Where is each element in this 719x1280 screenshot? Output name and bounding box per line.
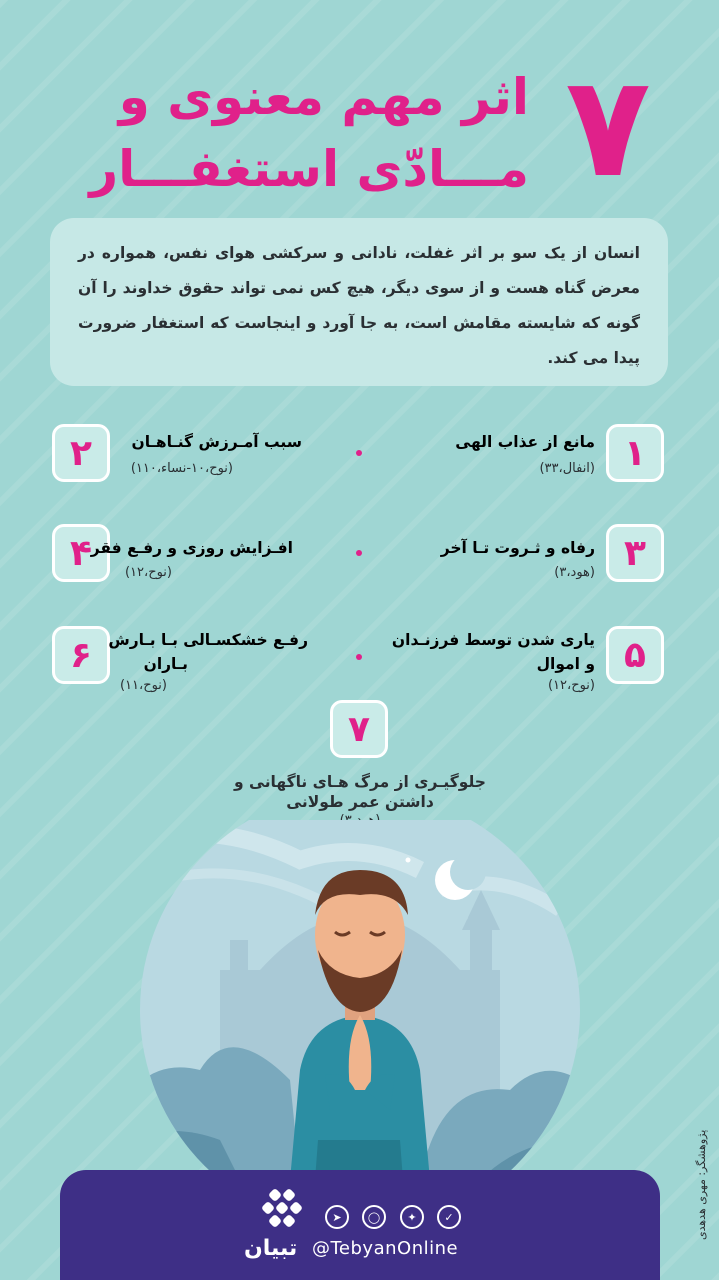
item-5-label-line-2: و اموال (536, 655, 595, 673)
item-3-badge: ۳ (606, 524, 664, 582)
item-7-badge: ۷ (330, 700, 388, 758)
item-5-badge: ۵ (606, 626, 664, 684)
item-2-label: سبب آمـرزش گنـاهـان (131, 433, 302, 451)
tebyan-logo-icon (260, 1188, 304, 1232)
item-3-ref: (هود،۳) (554, 565, 595, 580)
title-line-2: مـــادّی استغفـــار (89, 140, 529, 198)
telegram-icon[interactable]: ➤ (325, 1205, 349, 1229)
footer-bar (60, 1170, 660, 1280)
social-handle[interactable]: @TebyanOnline (312, 1238, 459, 1259)
item-5-label-line-1: یاری شدن توسط فرزنـدان (391, 631, 595, 649)
item-6-label-line-2: بـاران (143, 655, 188, 673)
item-1-badge: ۱ (606, 424, 664, 482)
item-1-label: مانع از عذاب الهی (455, 433, 595, 451)
brand-name: تبیان (244, 1236, 298, 1261)
separator-dot (356, 654, 362, 660)
twitter-icon[interactable]: ✦ (400, 1205, 424, 1229)
item-4-badge: ۴ (52, 524, 110, 582)
item-3-label: رفاه و ثـروت تـا آخر (440, 539, 595, 557)
item-7-label-line-2: داشتن عمر طولانی (286, 793, 434, 811)
item-6-ref: (نوح،۱۱) (119, 678, 167, 693)
item-4-ref: (نوح،۱۲) (124, 565, 172, 580)
separator-dot (356, 550, 362, 556)
item-2-badge: ۲ (52, 424, 110, 482)
intro-text: انسان از یک سو بر اثر غفلت، نادانی و سرکشی هوای نفس، همواره در معرض گناه هست و از سوی دیگر، هیچ کس نمی تواند حقوق خداوند را آن گونه که شایسته مقامش است، به جا آورد و اینجاست که استغفار ضرورت پیدا می کند. (78, 244, 640, 367)
item-7-label-line-1: جلوگیـری از مرگ هـای ناگهانی و (234, 773, 486, 791)
item-2-ref: (نوح،۱۰-نساء،۱۱۰) (130, 461, 233, 476)
praying-man-illustration (0, 820, 719, 1180)
item-5-ref: (نوح،۱۲) (547, 678, 595, 693)
title-line-1: اثر مهم معنوی و (118, 68, 529, 126)
item-4-label: افـزایش روزی و رفـع فقر (90, 539, 293, 557)
item-1-ref: (انفال،۳۳) (539, 461, 595, 476)
intro-box (50, 218, 668, 386)
item-6-badge: ۶ (52, 626, 110, 684)
separator-dot (356, 450, 362, 456)
check-icon[interactable]: ✓ (437, 1205, 461, 1229)
instagram-icon[interactable]: ◯ (362, 1205, 386, 1229)
big-number: ۷ (565, 46, 651, 209)
item-6-label-line-1: رفـع خشکسـالی بـا بـارش (108, 631, 308, 649)
credit-text: پژوهشگر: مهری هدهدی (695, 1130, 708, 1241)
